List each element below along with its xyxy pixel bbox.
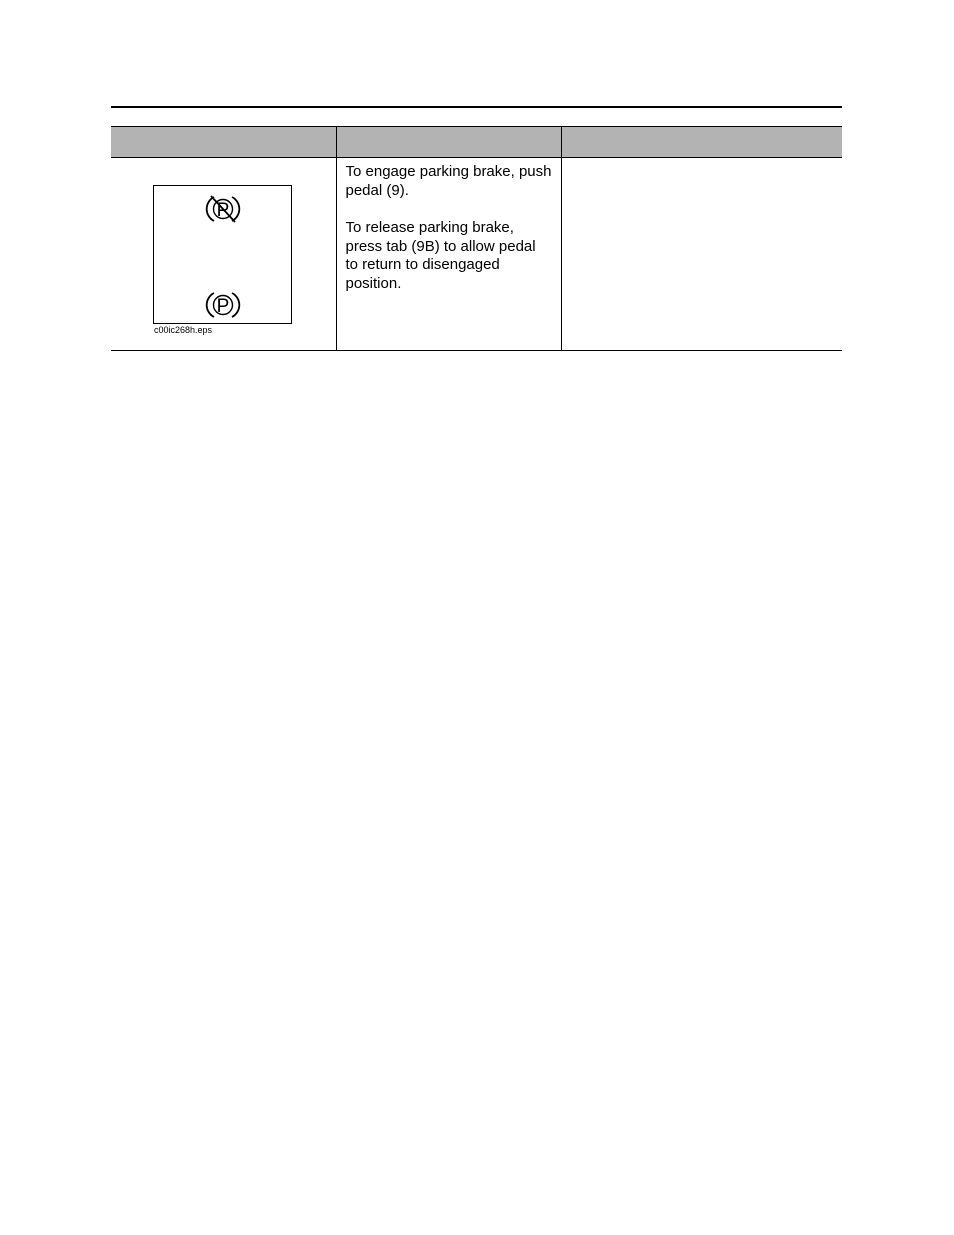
svg-text:P: P	[216, 200, 230, 221]
header-cell-2	[336, 127, 561, 158]
engage-instruction: To engage parking brake, push pedal (9).	[345, 163, 552, 199]
svg-text:P: P	[216, 296, 230, 317]
figure-caption: c00ic268h.eps	[154, 325, 213, 335]
parking-brake-figure	[153, 185, 292, 324]
instructions-cell	[336, 158, 561, 351]
figure-cell	[111, 158, 336, 351]
table-header-row	[111, 127, 842, 158]
release-instruction: To release parking brake, press tab (9B) to allow pedal to return to disengaged position.	[345, 219, 536, 292]
controls-table	[111, 126, 842, 351]
parking-brake-symbols	[154, 186, 293, 325]
empty-cell	[561, 158, 842, 351]
parking-brake-on-icon	[207, 293, 240, 317]
parking-brake-off-icon	[207, 196, 240, 222]
table-row	[111, 158, 842, 351]
header-cell-3	[561, 127, 842, 158]
top-rule	[111, 106, 842, 108]
header-cell-1	[111, 127, 336, 158]
